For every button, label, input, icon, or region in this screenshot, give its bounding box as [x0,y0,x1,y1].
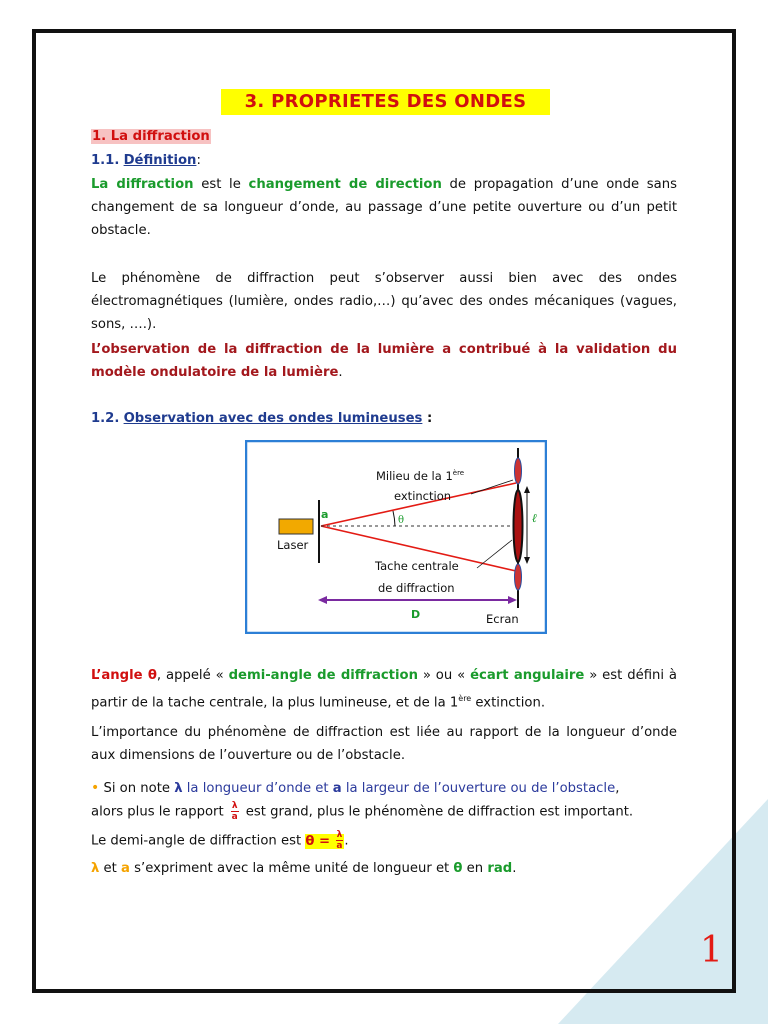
label-extinction: extinction [394,489,452,503]
demi-angle-line: Le demi-angle de diffraction est θ = $\frac{\lambda}{a}$ . [91,830,349,851]
label-l: ℓ [532,511,538,525]
observation-heading: Observation avec des ondes lumineuses [123,411,423,426]
note-line: • Si on note λ la longueur d’onde et a la largeur de l’ouverture ou de l’obstacle, [91,780,620,796]
central-spot [514,490,523,562]
label-theta: θ [398,515,405,526]
definition-paragraph: La diffraction est le changement de direction de propagation d’une onde sans changement de sa longueur d’onde, au passage d’une petite ouverture ou d’un petit obstacle. [91,177,677,238]
label-ecran: Ecran [486,612,519,626]
angle-paragraph: L’angle θ, appelé « demi-angle de diffraction » ou « écart angulaire » est défini à partir de la tache centrale, la plus lumineuse, et de la 1ère extinction. [91,668,677,711]
section-heading-label: 1. La diffraction [92,129,210,144]
label-D: D [411,608,421,621]
label-milieu: Milieu de la 1ère [376,469,465,483]
bullet-icon: • [91,780,100,796]
observation-paragraph: L’observation de la diffraction de la lumière a contribué à la validation du modèle ondulatoire de la lumière. [91,342,677,380]
page-title: 3. PROPRIETES DES ONDES [221,89,550,115]
section-heading [91,126,211,148]
subsection-definition: 1.1. Définition: [91,153,201,168]
label-laser: Laser [277,538,309,552]
phenomenon-paragraph: Le phénomène de diffraction peut s’observer aussi bien avec des ondes électromagnétiques (lumière, ondes radio,…) qu’avec des ondes mécaniques (vagues, sons, ….). [91,271,677,332]
formula: θ = $\frac{\lambda}{a}$ [305,830,343,851]
label-tache-1: Tache centrale [375,559,459,573]
label-tache-2: de diffraction [378,581,455,595]
secondary-spot-top [515,458,522,484]
importance-paragraph: L’importance du phénomène de diffraction est liée au rapport de la longueur d’onde aux dimensions de l’ouverture ou de l’obstacle. [91,725,677,763]
page-number: 1 [700,930,723,971]
diffraction-diagram [245,440,547,634]
ratio-line: alors plus le rapport $\frac{\lambda}{a}$ est grand, plus le phénomène de diffraction est important. [91,801,634,822]
label-a: a [321,508,329,521]
definition-heading: Définition [123,153,197,168]
subsection-observation: 1.2. Observation avec des ondes lumineuses : [91,411,433,426]
ratio-fraction: $\frac{\lambda}{a}$ [231,801,238,822]
secondary-spot-bottom [515,564,522,590]
unit-line: λ et a s’expriment avec la même unité de longueur et θ en rad. [91,861,517,876]
laser-box [279,519,313,534]
